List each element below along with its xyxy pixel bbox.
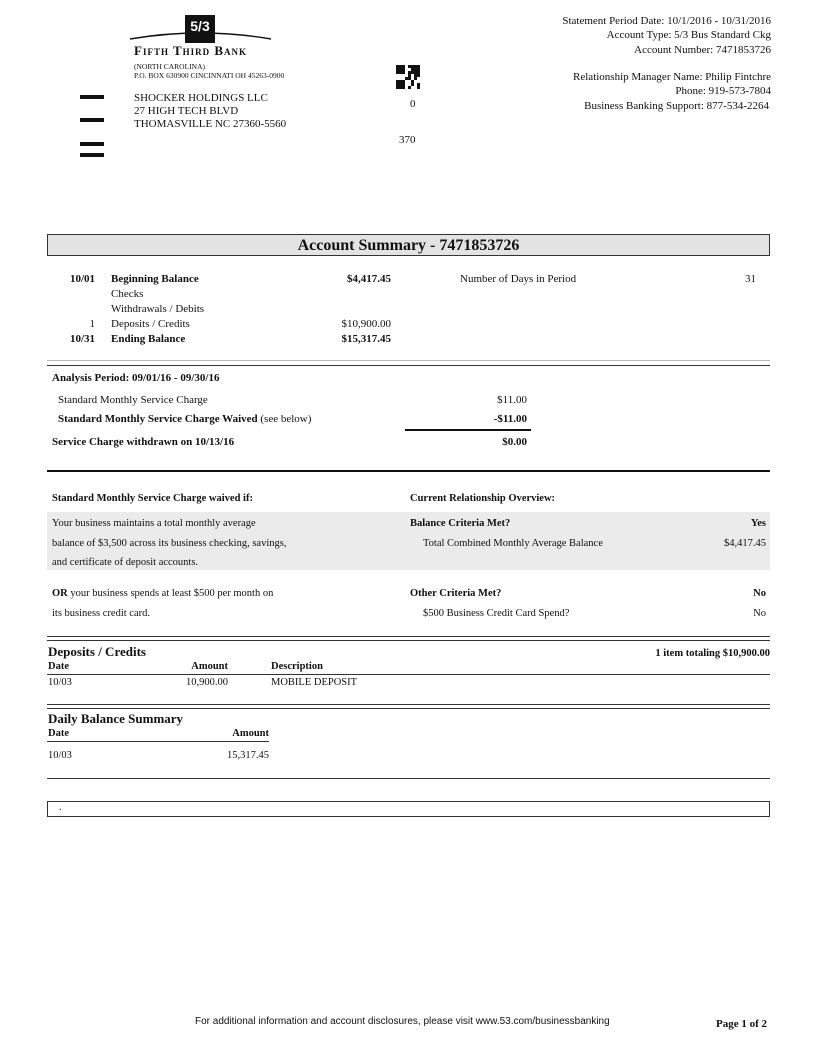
note-box [47, 801, 770, 817]
daily-date: 10/03 [48, 750, 72, 761]
summary-date: 10/01 [69, 273, 95, 285]
bank-name: Fifth Third Bank [134, 43, 248, 58]
balance-criteria-sub: Total Combined Monthly Average Balance [423, 538, 603, 549]
waived-value: -$11.00 [493, 413, 527, 425]
condition-2-or: OR [52, 588, 68, 599]
header-underline [47, 741, 269, 742]
summary-label: Checks [111, 288, 144, 300]
bank-state: (NORTH CAROLINA) [134, 62, 206, 71]
divider [47, 708, 770, 709]
divider [47, 778, 770, 779]
business-support: Business Banking Support: 877-534-2264 [584, 100, 769, 112]
sort-mark [80, 118, 104, 122]
sort-code-2: 370 [399, 134, 416, 146]
statement-period: Statement Period Date: 10/1/2016 - 10/31/2016 [562, 15, 771, 27]
sort-code-1: 0 [410, 98, 416, 110]
other-criteria-sub: $500 Business Credit Card Spend? [423, 608, 570, 619]
deposit-date: 10/03 [48, 677, 72, 688]
condition-2-text: your business spends at least $500 per month on [67, 588, 274, 599]
days-in-period-value: 31 [745, 273, 756, 285]
summary-label: Deposits / Credits [111, 318, 190, 330]
waived-label: Standard Monthly Service Charge Waived [58, 413, 258, 425]
other-criteria-met: No [753, 588, 766, 599]
summary-date: 1 [89, 318, 95, 330]
condition-2-line-2: its business credit card. [52, 608, 150, 619]
summary-amount: $10,900.00 [341, 318, 391, 330]
divider [47, 640, 770, 641]
sort-mark [80, 142, 104, 146]
balance-criteria-value: $4,417.45 [724, 538, 766, 549]
bank-po-box: P.O. BOX 630900 CINCINNATI OH 45263-0900 [134, 71, 285, 80]
relationship-manager: Relationship Manager Name: Philip Fintchre [573, 71, 771, 83]
summary-amount: $4,417.45 [347, 273, 391, 285]
daily-header-amount: Amount [232, 728, 269, 739]
waiver-left-title: Standard Monthly Service Charge waived if: [52, 493, 253, 504]
service-charge-label: Standard Monthly Service Charge [58, 394, 208, 406]
analysis-title: Analysis Period: 09/01/16 - 09/30/16 [52, 372, 220, 384]
condition-1-line-3: and certificate of deposit accounts. [52, 557, 199, 568]
header-underline [47, 674, 770, 675]
summary-date: 10/31 [69, 333, 95, 345]
sort-mark [80, 153, 104, 157]
deposits-title: Deposits / Credits [48, 644, 146, 659]
divider [47, 636, 770, 637]
service-charge-waived [58, 413, 311, 425]
withdrawn-value: $0.00 [502, 436, 527, 448]
waiver-right-title: Current Relationship Overview: [410, 493, 556, 504]
service-charge-value: $11.00 [497, 394, 527, 406]
divider [47, 704, 770, 705]
qr-code-icon [396, 65, 420, 89]
deposit-description: MOBILE DEPOSIT [271, 677, 358, 688]
waived-note: (see below) [257, 413, 312, 425]
deposits-header-amount: Amount [191, 661, 228, 672]
condition-1-line-1: Your business maintains a total monthly average [52, 518, 256, 529]
divider [47, 360, 770, 361]
manager-phone: Phone: 919-573-7804 [675, 85, 771, 97]
divider [47, 470, 770, 472]
deposits-header-date: Date [48, 661, 69, 672]
daily-balance-title: Daily Balance Summary [48, 711, 184, 726]
account-summary-title: Account Summary - 7471853726 [47, 234, 770, 256]
condition-1-line-2: balance of $3,500 across its business checking, savings, [52, 538, 287, 549]
customer-address-2: THOMASVILLE NC 27360-5560 [134, 118, 287, 130]
summary-label: Beginning Balance [111, 273, 199, 285]
divider [47, 365, 770, 366]
daily-header-date: Date [48, 728, 69, 739]
note-box-text: . [59, 802, 62, 813]
deposits-summary: 1 item totaling $10,900.00 [655, 648, 770, 659]
logo-mark: 5/3 [190, 18, 210, 34]
other-criteria-title: Other Criteria Met? [410, 588, 502, 599]
condition-2-line-1 [52, 588, 273, 599]
customer-name: SHOCKER HOLDINGS LLC [134, 92, 268, 104]
subtotal-line [405, 429, 531, 431]
deposits-header-description: Description [271, 661, 323, 672]
page-number: Page 1 of 2 [715, 1018, 767, 1030]
balance-criteria-met: Yes [750, 518, 766, 529]
daily-amount: 15,317.45 [227, 750, 269, 761]
balance-criteria-title: Balance Criteria Met? [410, 518, 511, 529]
summary-amount: $15,317.45 [341, 333, 391, 345]
sort-mark [80, 95, 104, 99]
customer-address-1: 27 HIGH TECH BLVD [134, 105, 239, 117]
other-criteria-value: No [753, 608, 766, 619]
account-type: Account Type: 5/3 Bus Standard Ckg [606, 29, 771, 41]
deposit-amount: 10,900.00 [186, 677, 228, 688]
service-charge-withdrawn: Service Charge withdrawn on 10/13/16 [52, 436, 235, 448]
days-in-period-label: Number of Days in Period [460, 273, 577, 285]
footer-text: For additional information and account disclosures, please visit www.53.com/businessbanking [195, 1016, 610, 1027]
account-number: Account Number: 7471853726 [634, 44, 771, 56]
summary-label: Ending Balance [111, 333, 186, 345]
summary-label: Withdrawals / Debits [111, 303, 205, 315]
